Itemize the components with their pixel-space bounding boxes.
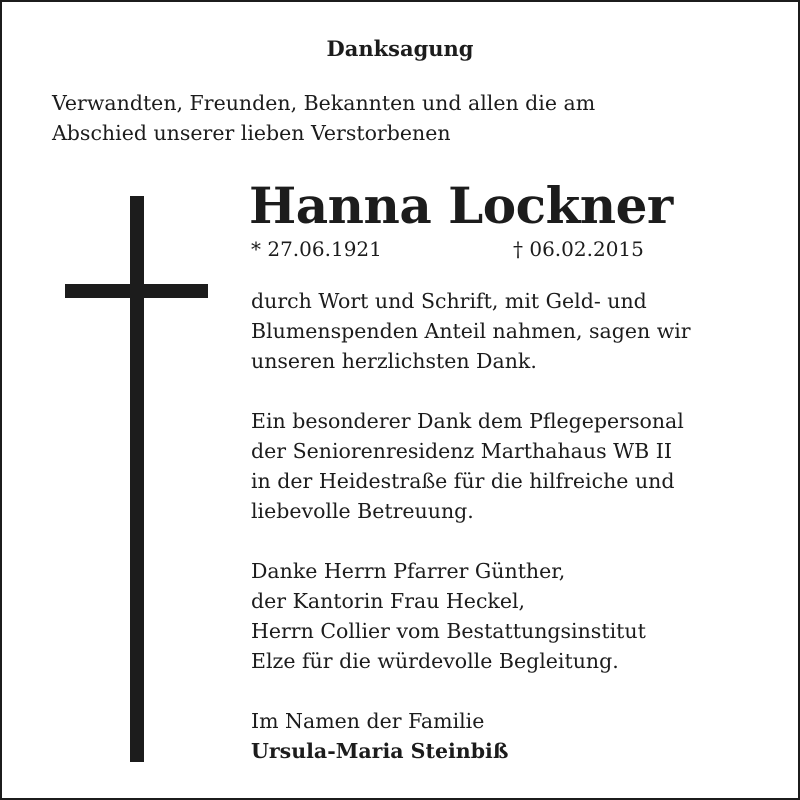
signature-name: Ursula-Maria Steinbiß <box>251 739 509 763</box>
text-line: Elze für die würdevolle Begleitung. <box>251 649 619 673</box>
cross-icon <box>130 196 144 762</box>
intro-line: Abschied unserer lieben Verstorbenen <box>52 121 451 145</box>
text-line: unseren herzlichsten Dank. <box>251 349 537 373</box>
text-line: der Seniorenresidenz Marthahaus WB II <box>251 439 672 463</box>
cross-icon-beam <box>65 284 208 298</box>
birth-date: * 27.06.1921 <box>251 237 382 261</box>
signature-block <box>251 706 691 766</box>
text-line: Danke Herrn Pfarrer Günther, <box>251 559 566 583</box>
intro-text <box>52 88 595 148</box>
paragraph-ceremony <box>251 556 691 676</box>
deceased-name: Hanna Lockner <box>249 176 673 235</box>
text-line: Blumenspenden Anteil nahmen, sagen wir <box>251 319 691 343</box>
heading: Danksagung <box>326 36 474 61</box>
intro-line: Verwandten, Freunden, Bekannten und allen die am <box>52 91 596 115</box>
text-line: Herrn Collier vom Bestattungsinstitut <box>251 619 646 643</box>
paragraph-care-staff <box>251 406 691 526</box>
death-date: † 06.02.2015 <box>513 237 644 261</box>
text-line: der Kantorin Frau Heckel, <box>251 589 526 613</box>
message-body <box>251 286 691 766</box>
signature-line: Im Namen der Familie <box>251 709 485 733</box>
text-line: durch Wort und Schrift, mit Geld- und <box>251 289 647 313</box>
text-line: liebevolle Betreuung. <box>251 499 474 523</box>
text-line: Ein besonderer Dank dem Pflegepersonal <box>251 409 684 433</box>
text-line: in der Heidestraße für die hilfreiche und <box>251 469 675 493</box>
life-dates <box>251 236 644 262</box>
paragraph-thanks <box>251 286 691 376</box>
